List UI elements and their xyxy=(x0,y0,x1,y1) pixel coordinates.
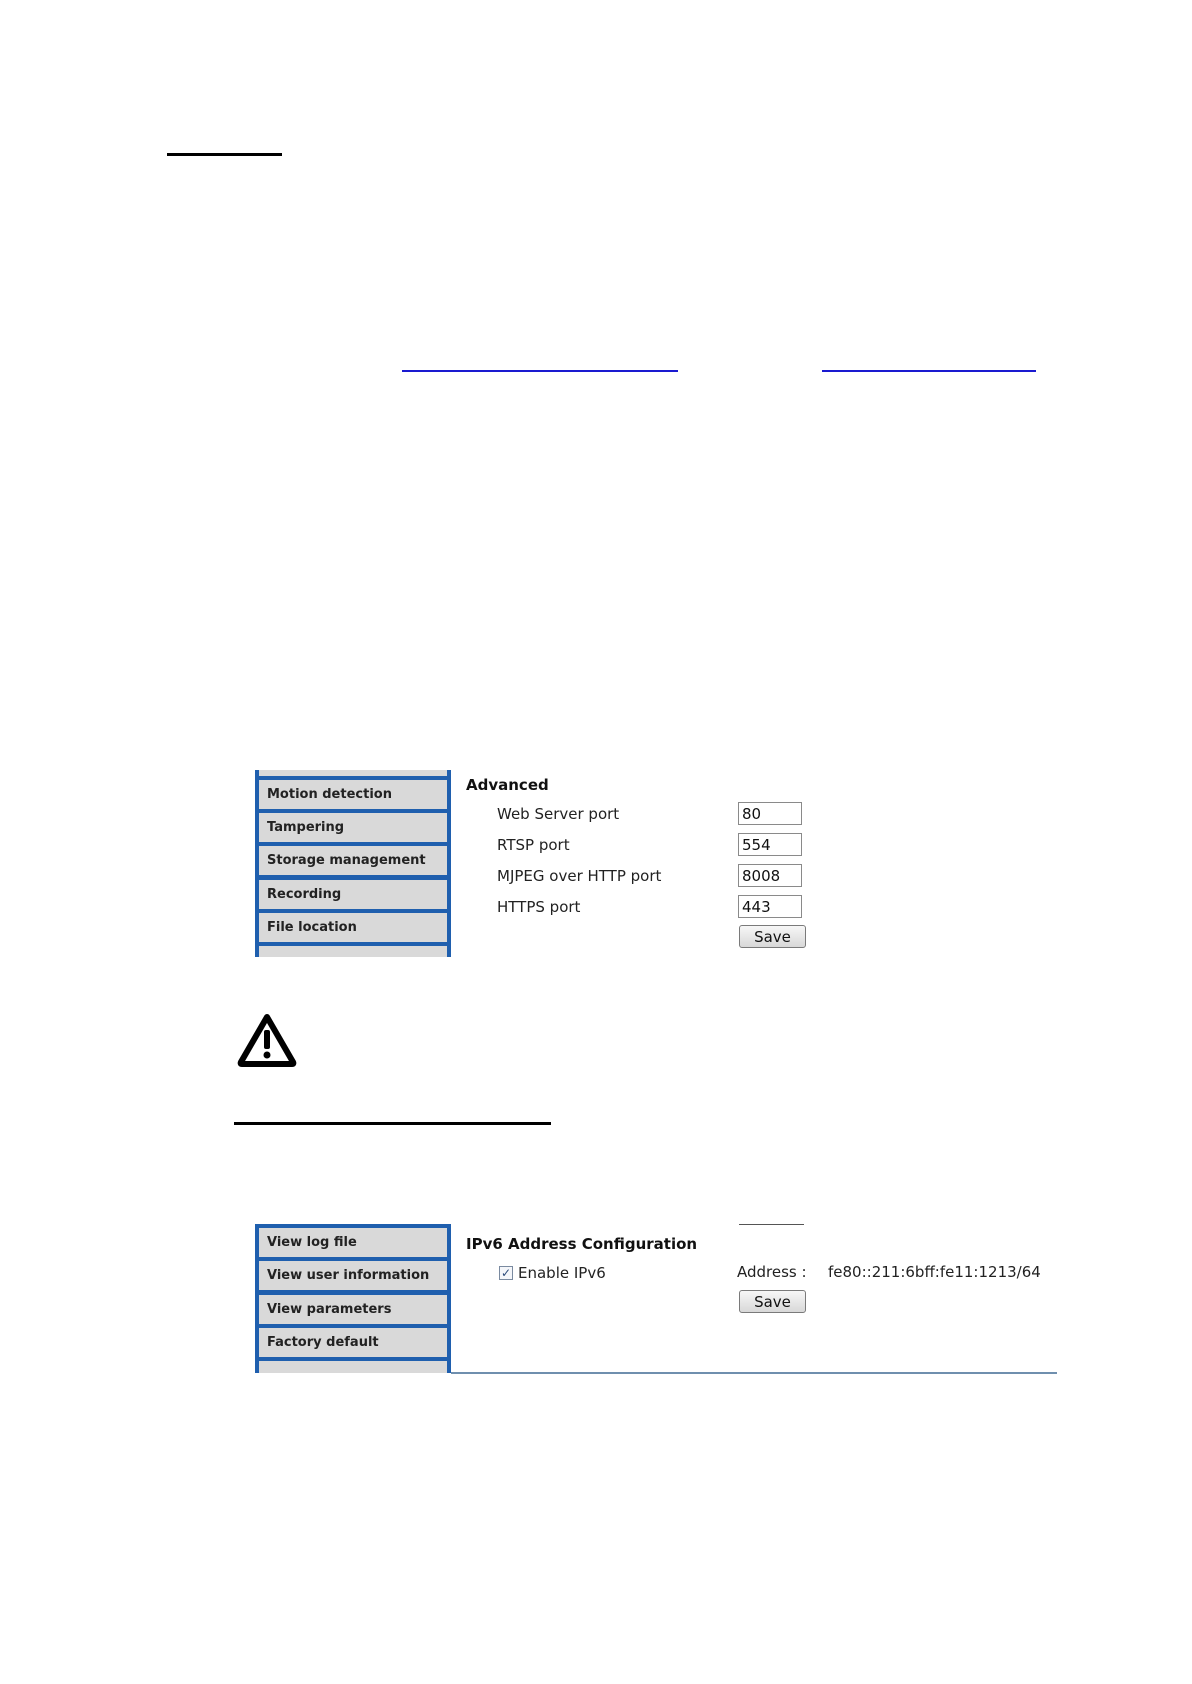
mjpeg-http-port-label: MJPEG over HTTP port xyxy=(497,867,662,885)
https-port-input[interactable] xyxy=(738,895,802,918)
advanced-save-button[interactable]: Save xyxy=(739,925,806,948)
sidebar-item-factory-default[interactable]: Factory default xyxy=(259,1328,447,1357)
sidebar-item-partial-top[interactable] xyxy=(259,770,447,776)
sidebar-item-storage-management[interactable]: Storage management xyxy=(259,846,447,875)
sidebar-item-view-log-file[interactable]: View log file xyxy=(259,1228,447,1257)
ipv6-save-button[interactable]: Save xyxy=(739,1290,806,1313)
warning-triangle-icon xyxy=(236,1012,298,1068)
sidebar-item-motion-detection[interactable]: Motion detection xyxy=(259,780,447,809)
heading-underline xyxy=(167,153,282,156)
advanced-sidebar xyxy=(255,770,451,957)
ipv6-top-divider xyxy=(739,1224,804,1225)
sidebar-item-tampering[interactable]: Tampering xyxy=(259,813,447,842)
hyperlink-underline-1[interactable] xyxy=(402,370,678,372)
ipv6-sidebar xyxy=(255,1224,451,1373)
sidebar-item-file-location[interactable]: File location xyxy=(259,913,447,942)
https-port-label: HTTPS port xyxy=(497,898,581,916)
sidebar-item-view-parameters[interactable]: View parameters xyxy=(259,1295,447,1324)
sidebar-item-view-user-information[interactable]: View user information xyxy=(259,1261,447,1290)
ipv6-title: IPv6 Address Configuration xyxy=(466,1235,698,1253)
sidebar-item-partial-bottom[interactable] xyxy=(259,946,447,957)
advanced-title: Advanced xyxy=(466,776,549,794)
mjpeg-http-port-input[interactable] xyxy=(738,864,802,887)
enable-ipv6-checkbox[interactable]: ✓ xyxy=(500,1266,512,1280)
rtsp-port-input[interactable] xyxy=(738,833,802,856)
address-label: Address : xyxy=(737,1263,807,1281)
enable-ipv6-label: Enable IPv6 xyxy=(518,1264,606,1282)
sidebar-item-recording[interactable]: Recording xyxy=(259,880,447,909)
section-underline xyxy=(234,1122,551,1125)
rtsp-port-label: RTSP port xyxy=(497,836,570,854)
web-server-port-input[interactable] xyxy=(738,802,802,825)
address-value: fe80::211:6bff:fe11:1213/64 xyxy=(828,1263,1041,1281)
ipv6-bottom-divider xyxy=(451,1372,1057,1374)
sidebar-item-partial-bottom-ipv6[interactable] xyxy=(259,1361,447,1373)
web-server-port-label: Web Server port xyxy=(497,805,620,823)
hyperlink-underline-2[interactable] xyxy=(822,370,1036,372)
